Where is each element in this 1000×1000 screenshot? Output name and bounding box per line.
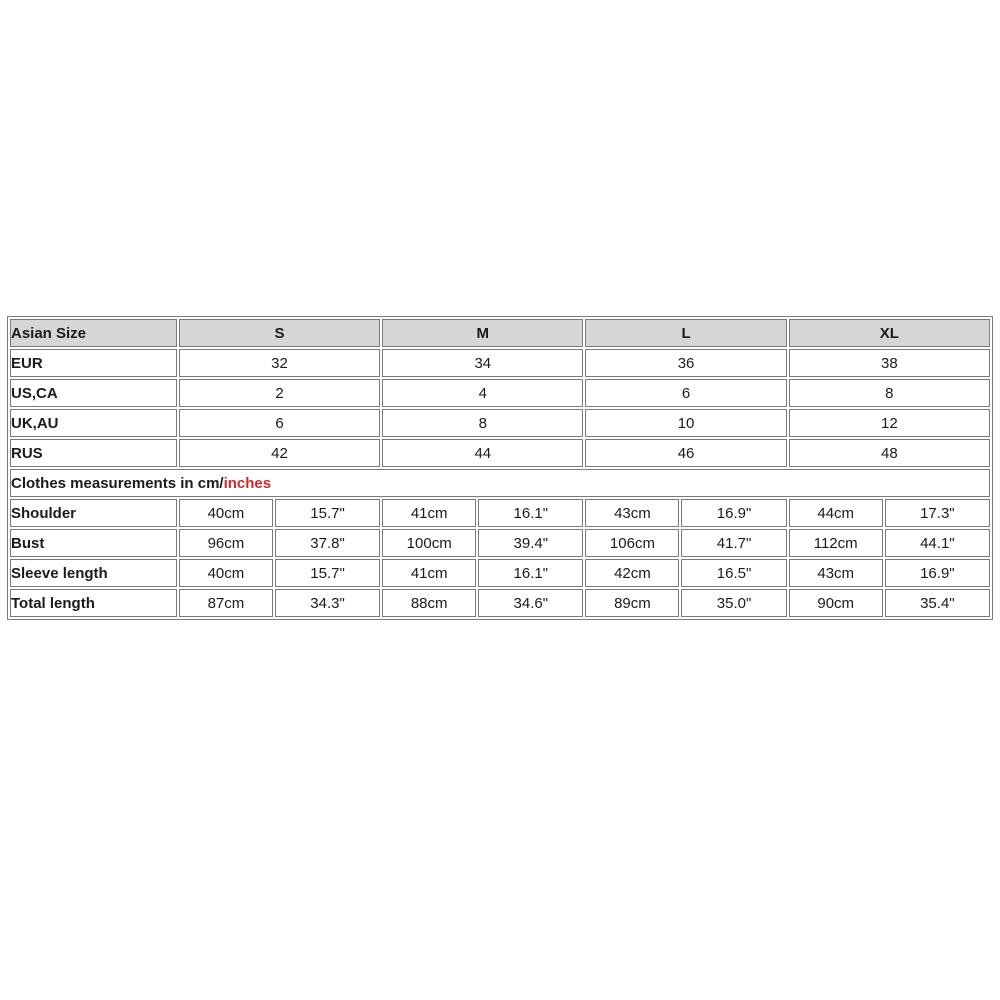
size-value-cell: 36	[585, 349, 786, 377]
size-header-cell-s: S	[179, 319, 380, 347]
cm-value-cell: 41cm	[382, 559, 476, 587]
inch-value-cell: 16.1"	[478, 499, 583, 527]
cm-value-cell: 41cm	[382, 499, 476, 527]
size-row-ukau	[10, 409, 990, 437]
inch-value-cell: 41.7"	[681, 529, 786, 557]
cm-value-cell: 112cm	[789, 529, 883, 557]
size-value-cell: 42	[179, 439, 380, 467]
inch-value-cell: 37.8"	[275, 529, 380, 557]
inch-value-cell: 39.4"	[478, 529, 583, 557]
row-label-cell: Shoulder	[10, 499, 177, 527]
cm-value-cell: 40cm	[179, 559, 273, 587]
size-row-usca	[10, 379, 990, 407]
measurement-row-sleeve-length	[10, 559, 990, 587]
inch-value-cell: 15.7"	[275, 559, 380, 587]
size-value-cell: 8	[382, 409, 583, 437]
section-title-cell	[10, 469, 990, 497]
size-value-cell: 38	[789, 349, 990, 377]
cm-value-cell: 40cm	[179, 499, 273, 527]
cm-value-cell: 88cm	[382, 589, 476, 617]
inch-value-cell: 16.9"	[681, 499, 786, 527]
size-value-cell: 48	[789, 439, 990, 467]
cm-value-cell: 42cm	[585, 559, 679, 587]
cm-value-cell: 90cm	[789, 589, 883, 617]
size-value-cell: 34	[382, 349, 583, 377]
cm-value-cell: 89cm	[585, 589, 679, 617]
size-chart-table	[7, 316, 993, 620]
cm-value-cell: 100cm	[382, 529, 476, 557]
inch-value-cell: 35.4"	[885, 589, 990, 617]
size-row-rus	[10, 439, 990, 467]
measurement-row-shoulder	[10, 499, 990, 527]
inch-value-cell: 16.9"	[885, 559, 990, 587]
size-value-cell: 12	[789, 409, 990, 437]
inch-value-cell: 35.0"	[681, 589, 786, 617]
size-value-cell: 8	[789, 379, 990, 407]
row-label-cell: Bust	[10, 529, 177, 557]
size-value-cell: 46	[585, 439, 786, 467]
measurement-row-bust	[10, 529, 990, 557]
measurement-row-total-length	[10, 589, 990, 617]
size-value-cell: 4	[382, 379, 583, 407]
size-value-cell: 44	[382, 439, 583, 467]
size-header-cell-l: L	[585, 319, 786, 347]
inch-value-cell: 34.3"	[275, 589, 380, 617]
size-value-cell: 10	[585, 409, 786, 437]
row-label-cell: Total length	[10, 589, 177, 617]
cm-value-cell: 106cm	[585, 529, 679, 557]
inch-value-cell: 17.3"	[885, 499, 990, 527]
size-value-cell: 6	[179, 409, 380, 437]
row-label-cell: US,CA	[10, 379, 177, 407]
inch-value-cell: 16.1"	[478, 559, 583, 587]
inch-value-cell: 15.7"	[275, 499, 380, 527]
inch-value-cell: 16.5"	[681, 559, 786, 587]
inch-value-cell: 34.6"	[478, 589, 583, 617]
section-title-highlight: inches	[223, 474, 272, 492]
cm-value-cell: 44cm	[789, 499, 883, 527]
header-row	[10, 319, 990, 347]
row-label-cell: EUR	[10, 349, 177, 377]
inch-value-cell: 44.1"	[885, 529, 990, 557]
size-value-cell: 6	[585, 379, 786, 407]
row-label-cell: Sleeve length	[10, 559, 177, 587]
row-label-cell: RUS	[10, 439, 177, 467]
section-title-row	[10, 469, 990, 497]
size-row-eur	[10, 349, 990, 377]
size-value-cell: 32	[179, 349, 380, 377]
size-value-cell: 2	[179, 379, 380, 407]
header-label-cell: Asian Size	[10, 319, 177, 347]
cm-value-cell: 87cm	[179, 589, 273, 617]
cm-value-cell: 43cm	[585, 499, 679, 527]
size-header-cell-xl: XL	[789, 319, 990, 347]
cm-value-cell: 43cm	[789, 559, 883, 587]
cm-value-cell: 96cm	[179, 529, 273, 557]
size-header-cell-m: M	[382, 319, 583, 347]
row-label-cell: UK,AU	[10, 409, 177, 437]
section-title-text: Clothes measurements in cm/	[11, 474, 224, 492]
